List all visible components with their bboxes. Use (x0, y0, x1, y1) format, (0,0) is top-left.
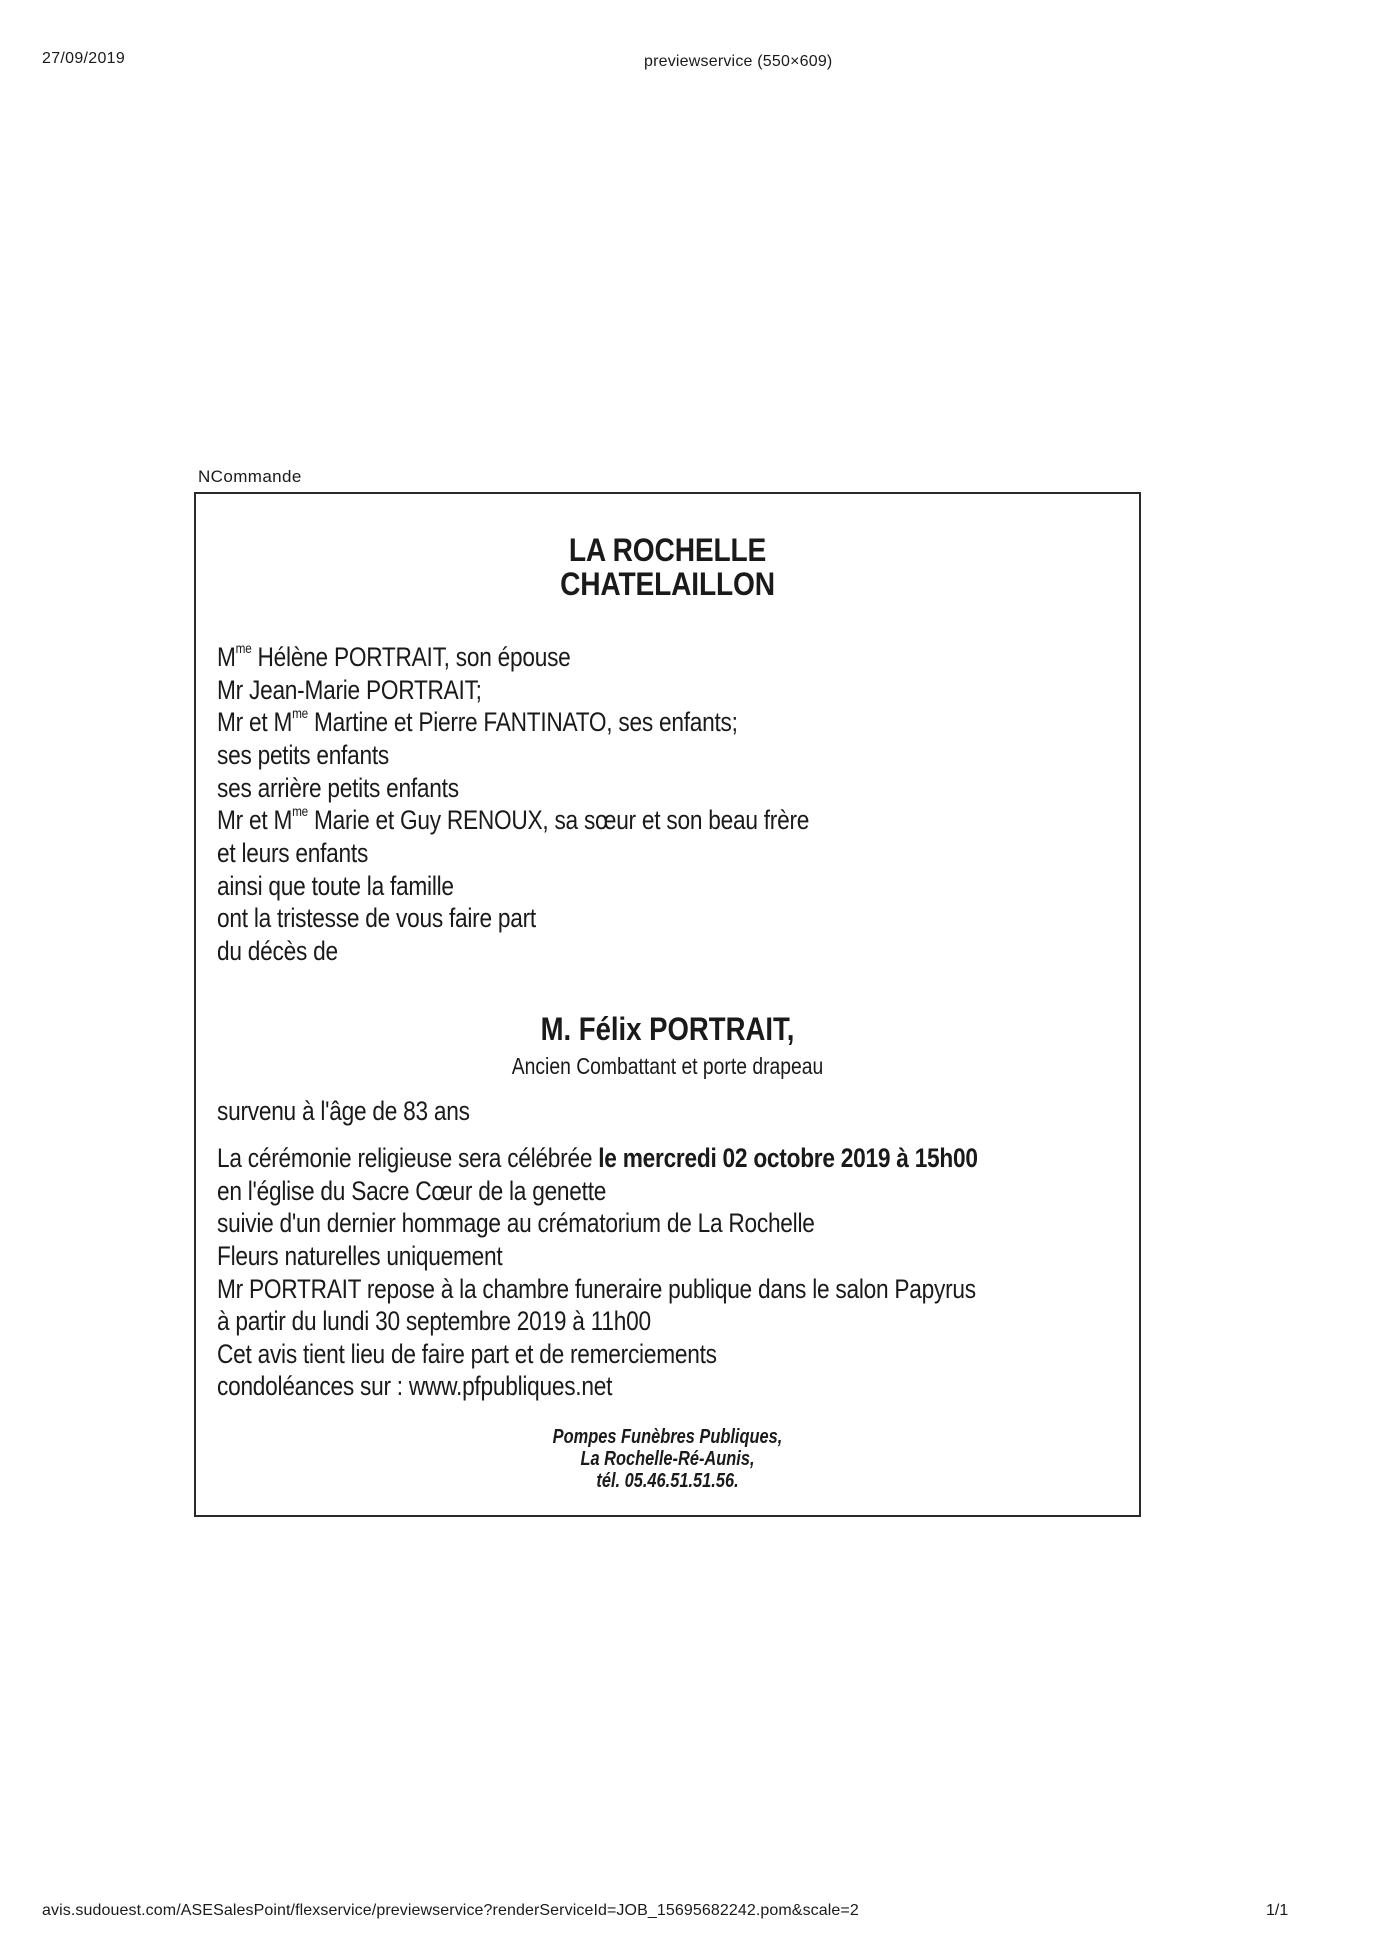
ceremony-line: condoléances sur : www.pfpubliques.net (217, 1371, 613, 1401)
family-line: et leurs enfants (217, 838, 369, 868)
family-line: ses arrière petits enfants (217, 773, 459, 803)
age-line: survenu à l'âge de 83 ans (217, 1096, 470, 1126)
deceased-title: Ancien Combattant et porte drapeau (511, 1053, 824, 1079)
print-page-number: 1/1 (1266, 1902, 1289, 1919)
family-line: ses petits enfants (217, 740, 389, 770)
place-line-2: CHATELAILLON (560, 566, 775, 602)
ceremony-line: suivie d'un dernier hommage au crématorium de La Rochelle (217, 1208, 815, 1238)
obituary-notice (194, 492, 1141, 1517)
place-line-1: LA ROCHELLE (568, 532, 767, 568)
ceremony-line: à partir du lundi 30 septembre 2019 à 11h00 (217, 1306, 651, 1336)
family-line: ainsi que toute la famille (217, 871, 454, 901)
ceremony-line: Mr PORTRAIT repose à la chambre funeraire publique dans le salon Papyrus (217, 1274, 976, 1304)
family-line: Mr Jean-Marie PORTRAIT; (217, 675, 482, 705)
order-label: NCommande (198, 467, 302, 486)
print-footer-url: avis.sudouest.com/ASESalesPoint/flexservice/previewservice?renderServiceId=JOB_15695682242.pom&scale=2 (42, 1902, 859, 1919)
funeral-home-name: Pompes Funèbres Publiques, (552, 1426, 783, 1448)
family-line: $M^{me}$ Hélène PORTRAIT, son épouse (217, 640, 571, 672)
funeral-home-phone: tél. 05.46.51.51.56. (596, 1470, 739, 1492)
family-line: du décès de (217, 936, 338, 966)
funeral-home-location: La Rochelle-Ré-Aunis, (580, 1448, 755, 1470)
ceremony-line: La cérémonie religieuse sera célébrée le mercredi 02 octobre 2019 à 15h00 (217, 1143, 978, 1173)
family-line: ont la tristesse de vous faire part (217, 903, 536, 933)
family-line: Mr et $M^{me}$ Martine et Pierre FANTINATO, ses enfants; (217, 705, 738, 737)
print-date: 27/09/2019 (42, 50, 126, 67)
ceremony-line: en l'église du Sacre Cœur de la genette (217, 1176, 607, 1206)
ceremony-line: Cet avis tient lieu de faire part et de remerciements (217, 1339, 717, 1369)
print-page-title: previewservice (550×609) (644, 53, 833, 70)
family-line: Mr et $M^{me}$ Marie et Guy RENOUX, sa sœur et son beau frère (217, 803, 810, 835)
ceremony-line: Fleurs naturelles uniquement (217, 1241, 503, 1271)
deceased-name: M. Félix PORTRAIT, (540, 1011, 795, 1047)
funeral-home-signature (281, 1426, 1054, 1492)
